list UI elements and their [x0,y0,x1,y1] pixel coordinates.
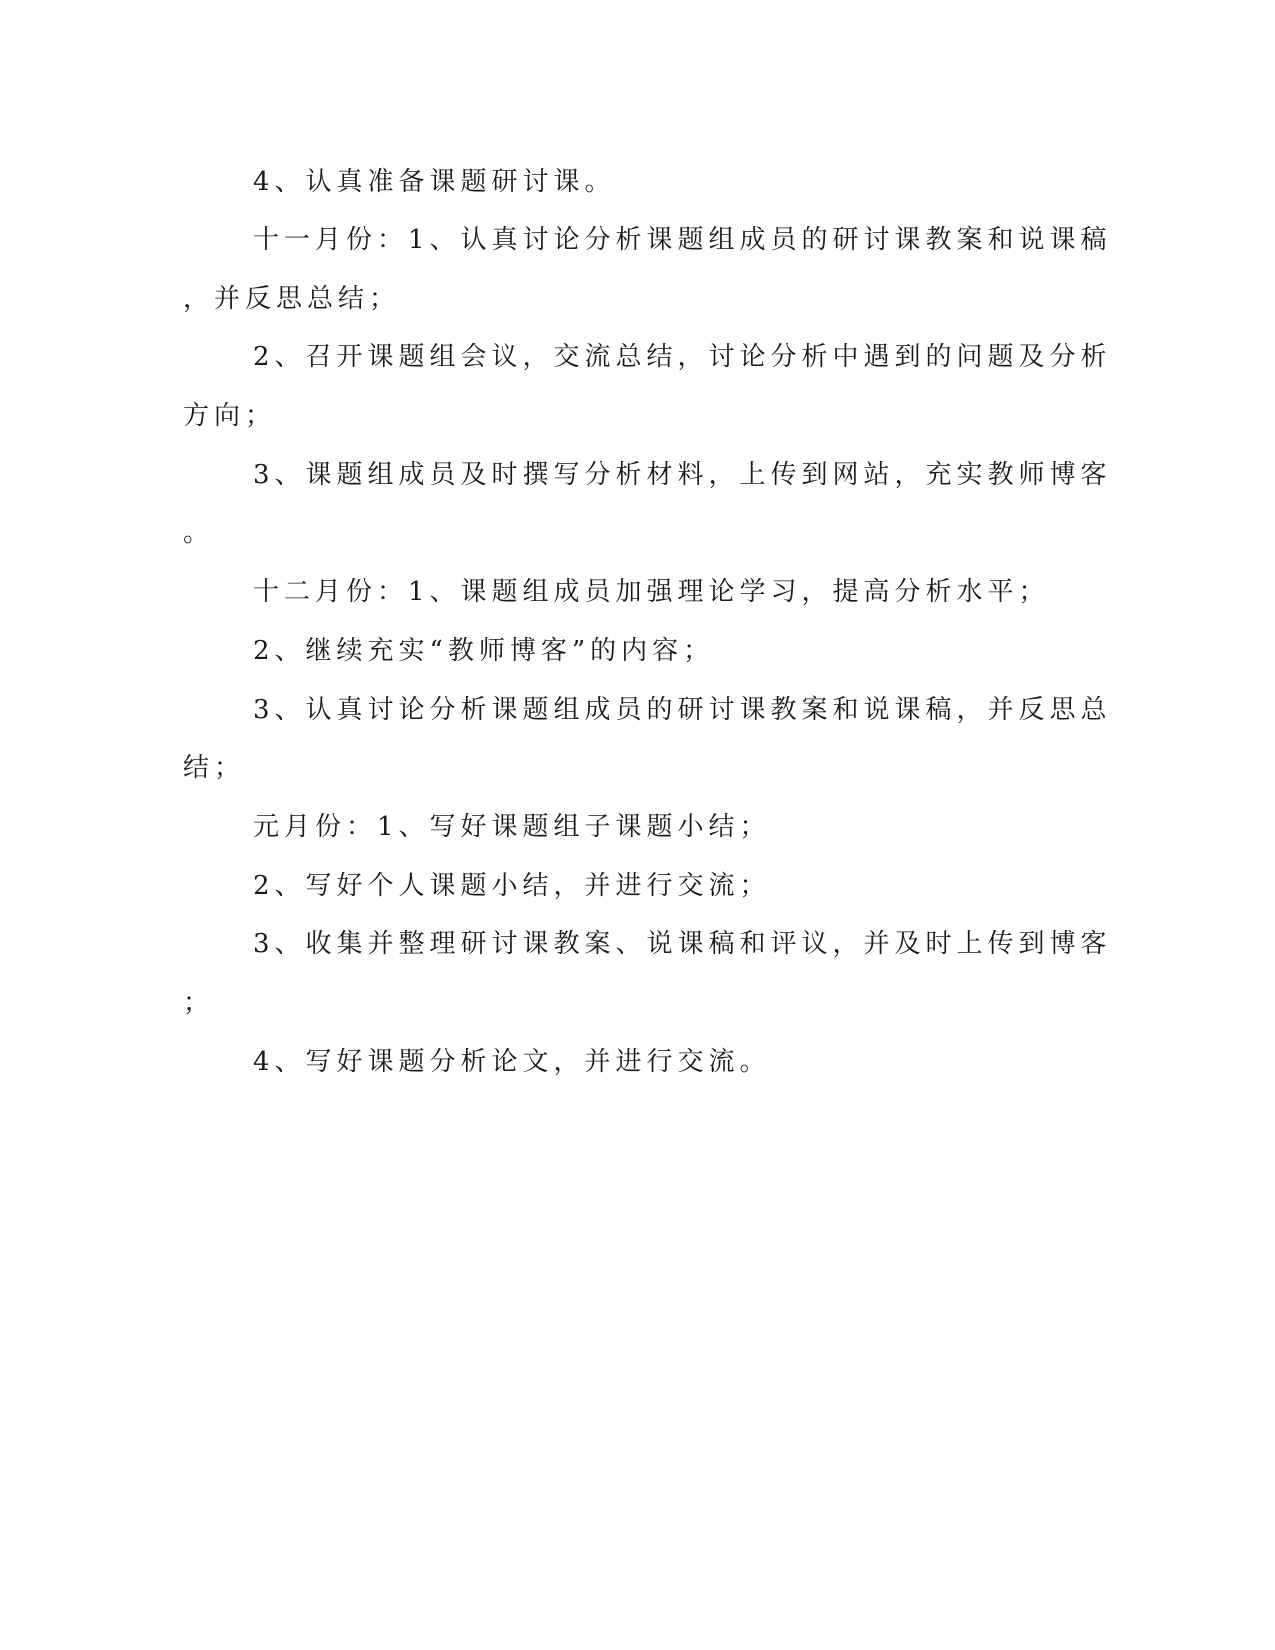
paragraph-line: 2、写好个人课题小结，并进行交流； [253,871,771,901]
paragraph-line: 方向； [183,401,277,431]
paragraph-line: 3、收集并整理研讨课教案、说课稿和评议，并及时上传到博客 [253,929,1112,959]
paragraph-line: 4、写好课题分析论文，并进行交流。 [253,1047,771,1077]
paragraph-line: ； [183,988,215,1018]
paragraph-line: 3、认真讨论分析课题组成员的研讨课教案和说课稿，并反思总 [253,695,1112,725]
paragraph-line: 2、召开课题组会议，交流总结，讨论分析中遇到的问题及分析 [253,342,1112,372]
paragraph-line: ，并反思总结； [183,284,401,314]
paragraph-line: 十二月份：1、课题组成员加强理论学习，提高分析水平； [253,577,1050,607]
paragraph-line: 4、认真准备课题研讨课。 [253,167,616,197]
paragraph-line: 结； [183,753,246,783]
paragraph-line: 。 [183,518,215,548]
paragraph-line: 十一月份：1、认真讨论分析课题组成员的研讨课教案和说课稿 [253,225,1112,255]
paragraph-line: 2、继续充实“教师博客”的内容； [253,636,715,666]
paragraph-line: 元月份：1、写好课题组子课题小结； [253,812,771,842]
paragraph-line: 3、课题组成员及时撰写分析材料，上传到网站，充实教师博客 [253,460,1112,490]
